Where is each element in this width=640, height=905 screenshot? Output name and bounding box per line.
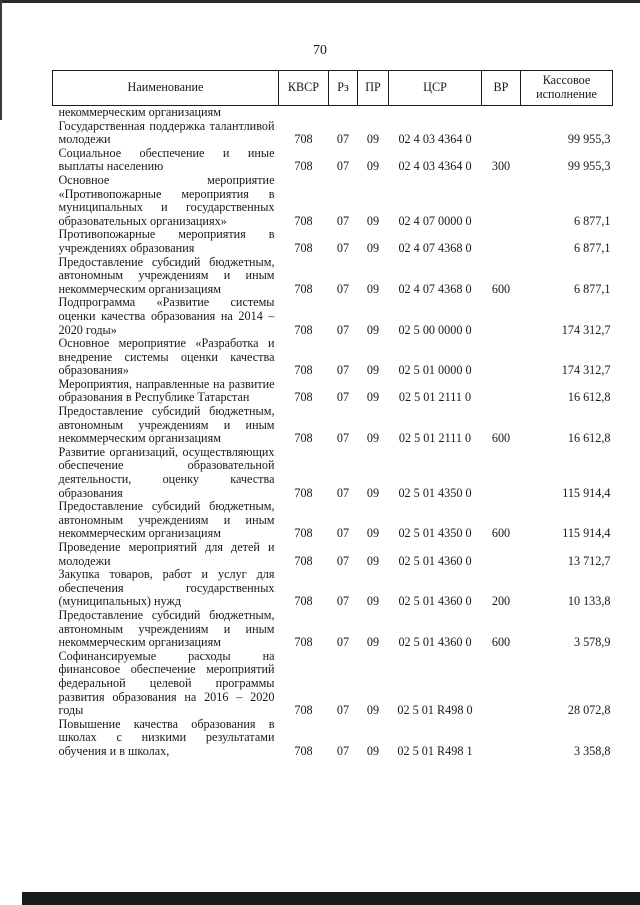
table-row [53, 568, 613, 609]
cell-csr: 02 5 01 4350 0 [398, 526, 472, 541]
cell-rz: 07 [336, 322, 350, 337]
cell-amount: 16 612,8 [567, 431, 611, 446]
cell-pr: 09 [366, 553, 380, 568]
cell-amount: 115 914,4 [562, 526, 611, 541]
table-header [53, 71, 613, 106]
header-vr: ВР [482, 71, 521, 106]
cell-name: Предоставление субсидий бюджетным, автономным учреждениям и иным некоммерческим организациям [58, 404, 275, 446]
cell-name: Мероприятия, направленные на развитие образования в Республике Татарстан [58, 376, 275, 405]
header-row [53, 71, 613, 106]
cell-kvsr: 708 [294, 743, 313, 758]
cell-vr: 300 [491, 159, 511, 174]
cell-rz: 07 [336, 159, 350, 174]
scan-edge-top [0, 0, 640, 3]
table-row [53, 541, 613, 568]
cell-csr [389, 106, 482, 120]
cell-kvsr: 708 [294, 553, 313, 568]
cell-pr: 09 [366, 213, 380, 228]
table-row [53, 337, 613, 378]
header-rz: Рз [329, 71, 358, 106]
cell-name: Повышение качества образования в школах с низкими результатами обучения и в школах, [58, 716, 275, 758]
cell-rz [329, 106, 358, 120]
cell-kvsr: 708 [294, 213, 313, 228]
cell-name: Предоставление субсидий бюджетным, автономным учреждениям и иным некоммерческим организациям [58, 499, 275, 541]
header-kvsr: КВСР [279, 71, 329, 106]
table-row [53, 106, 613, 120]
table-row [53, 296, 613, 337]
cell-name: Подпрограмма «Развитие системы оценки качества образования на 2014 – 2020 годы» [58, 295, 275, 337]
header-pr: ПР [358, 71, 389, 106]
cell-pr: 09 [366, 281, 380, 296]
cell-pr: 09 [366, 526, 380, 541]
cell-pr: 09 [366, 635, 380, 650]
cell-pr: 09 [366, 363, 380, 378]
cell-amount: 16 612,8 [567, 390, 611, 405]
cell-kvsr: 708 [294, 281, 313, 296]
cell-pr: 09 [366, 743, 380, 758]
table-row [53, 174, 613, 228]
cell-amount: 6 877,1 [573, 240, 611, 255]
header-name: Наименование [53, 71, 279, 106]
cell-name: Противопожарные мероприятия в учреждениях образования [58, 227, 275, 255]
cell-name: Основное мероприятие «Противопожарные мероприятия в муниципальных и государственных образовательных организациях» [58, 172, 275, 228]
page-number: 70 [313, 43, 327, 58]
cell-name: Развитие организаций, осуществляющих обеспечение образовательной деятельности, оценку качества образования [58, 444, 275, 500]
cell-vr: 600 [491, 431, 511, 446]
table-row [53, 256, 613, 297]
cell-kvsr: 708 [294, 526, 313, 541]
cell-kvsr: 708 [294, 322, 313, 337]
cell-kvsr: 708 [294, 431, 313, 446]
cell-kvsr: 708 [294, 363, 313, 378]
cell-amount: 174 312,7 [561, 363, 611, 378]
cell-kvsr: 708 [294, 703, 313, 718]
cell-amount: 3 358,8 [573, 743, 611, 758]
cell-pr [358, 106, 389, 120]
cell-csr: 02 5 01 4360 0 [398, 635, 472, 650]
budget-table [52, 70, 613, 759]
cell-amount: 99 955,3 [567, 132, 611, 147]
cell-name: Проведение мероприятий для детей и молодежи [58, 540, 275, 568]
cell-rz: 07 [336, 281, 350, 296]
cell-kvsr: 708 [294, 594, 313, 609]
cell-vr [482, 174, 521, 228]
cell-rz: 07 [336, 635, 350, 650]
cell-amount: 115 914,4 [562, 485, 611, 500]
cell-vr [482, 446, 521, 500]
cell-csr: 02 5 01 4360 0 [398, 594, 472, 609]
cell-rz: 07 [336, 132, 350, 147]
cell-rz: 07 [336, 213, 350, 228]
cell-pr: 09 [366, 390, 380, 405]
cell-vr [482, 650, 521, 718]
cell-csr: 02 4 03 4364 0 [398, 159, 472, 174]
cell-amount: 174 312,7 [561, 322, 611, 337]
cell-pr: 09 [366, 132, 380, 147]
table-row [53, 405, 613, 446]
cell-pr: 09 [366, 431, 380, 446]
cell-name: Социальное обеспечение и иные выплаты населению [58, 145, 275, 174]
cell-pr: 09 [366, 240, 380, 255]
cell-amount: 6 877,1 [573, 213, 611, 228]
cell-pr: 09 [366, 322, 380, 337]
cell-kvsr: 708 [294, 132, 313, 147]
cell-kvsr: 708 [294, 159, 313, 174]
cell-name: Государственная поддержка талантливой молодежи [58, 118, 275, 147]
cell-vr [482, 296, 521, 337]
header-csr: ЦСР [389, 71, 482, 106]
cell-kvsr: 708 [294, 635, 313, 650]
cell-pr: 09 [366, 594, 380, 609]
cell-vr: 600 [491, 635, 511, 650]
cell-name: Закупка товаров, работ и услуг для обеспечения государственных (муниципальных) нужд [58, 567, 275, 609]
table-row [53, 147, 613, 174]
cell-csr: 02 5 01 4350 0 [398, 485, 472, 500]
header-amount [521, 71, 613, 106]
table-row [53, 446, 613, 500]
cell-name: некоммерческим организациям [58, 105, 221, 119]
cell-rz: 07 [336, 743, 350, 758]
cell-amount: 99 955,3 [567, 159, 611, 174]
cell-pr: 09 [366, 159, 380, 174]
cell-rz: 07 [336, 594, 350, 609]
cell-rz: 07 [336, 703, 350, 718]
cell-csr: 02 5 01 2111 0 [398, 431, 472, 446]
cell-rz: 07 [336, 240, 350, 255]
table-row [53, 228, 613, 255]
table-row [53, 718, 613, 759]
cell-rz: 07 [336, 485, 350, 500]
cell-vr: 600 [491, 526, 511, 541]
cell-amount: 10 133,8 [567, 594, 611, 609]
cell-vr: 600 [491, 281, 511, 296]
table-row [53, 650, 613, 718]
cell-vr [482, 228, 521, 255]
cell-amount: 28 072,8 [567, 703, 611, 718]
table-row [53, 120, 613, 147]
cell-kvsr: 708 [294, 485, 313, 500]
cell-csr: 02 4 03 4364 0 [398, 132, 472, 147]
cell-rz: 07 [336, 363, 350, 378]
cell-rz: 07 [336, 431, 350, 446]
cell-name: Основное мероприятие «Разработка и внедрение системы оценки качества образования» [58, 336, 275, 378]
table-row [53, 500, 613, 541]
table-row [53, 378, 613, 405]
cell-vr [482, 337, 521, 378]
cell-csr: 02 4 07 4368 0 [398, 281, 472, 296]
scan-edge-bottom [22, 892, 640, 905]
cell-csr: 02 4 07 0000 0 [398, 213, 472, 228]
cell-csr: 02 5 01 0000 0 [398, 363, 472, 378]
cell-amount: 6 877,1 [573, 281, 611, 296]
cell-name: Предоставление субсидий бюджетным, автономным учреждениям и иным некоммерческим организациям [58, 607, 275, 650]
cell-vr [482, 106, 521, 120]
cell-vr [482, 718, 521, 759]
cell-rz: 07 [336, 553, 350, 568]
cell-name: Софинансируемые расходы на финансовое обеспечение мероприятий федеральной целевой программы развития образования на 2016 – 2020 годы [58, 648, 275, 718]
cell-kvsr: 708 [294, 390, 313, 405]
cell-rz: 07 [336, 390, 350, 405]
cell-vr [482, 120, 521, 147]
cell-rz: 07 [336, 526, 350, 541]
table-row [53, 609, 613, 650]
cell-csr: 02 5 01 R498 1 [397, 743, 473, 758]
cell-kvsr [279, 106, 329, 120]
cell-vr [482, 378, 521, 405]
cell-pr: 09 [366, 703, 380, 718]
header-amount-line2: исполнение [536, 87, 597, 101]
cell-amount [521, 106, 613, 120]
cell-csr: 02 5 01 R498 0 [397, 703, 473, 718]
cell-kvsr: 708 [294, 240, 313, 255]
table-body [53, 106, 613, 759]
cell-pr: 09 [366, 485, 380, 500]
cell-amount: 13 712,7 [567, 553, 611, 568]
cell-vr: 200 [491, 594, 511, 609]
scan-edge-left [0, 0, 2, 120]
cell-csr: 02 4 07 4368 0 [398, 240, 472, 255]
cell-name: Предоставление субсидий бюджетным, автономным учреждениям и иным некоммерческим организациям [58, 254, 275, 296]
cell-amount: 3 578,9 [573, 635, 611, 650]
header-amount-line1: Кассовое [542, 73, 591, 88]
cell-csr: 02 5 01 2111 0 [398, 390, 472, 405]
cell-csr: 02 5 00 0000 0 [398, 322, 472, 337]
cell-csr: 02 5 01 4360 0 [398, 553, 472, 568]
cell-vr [482, 541, 521, 568]
